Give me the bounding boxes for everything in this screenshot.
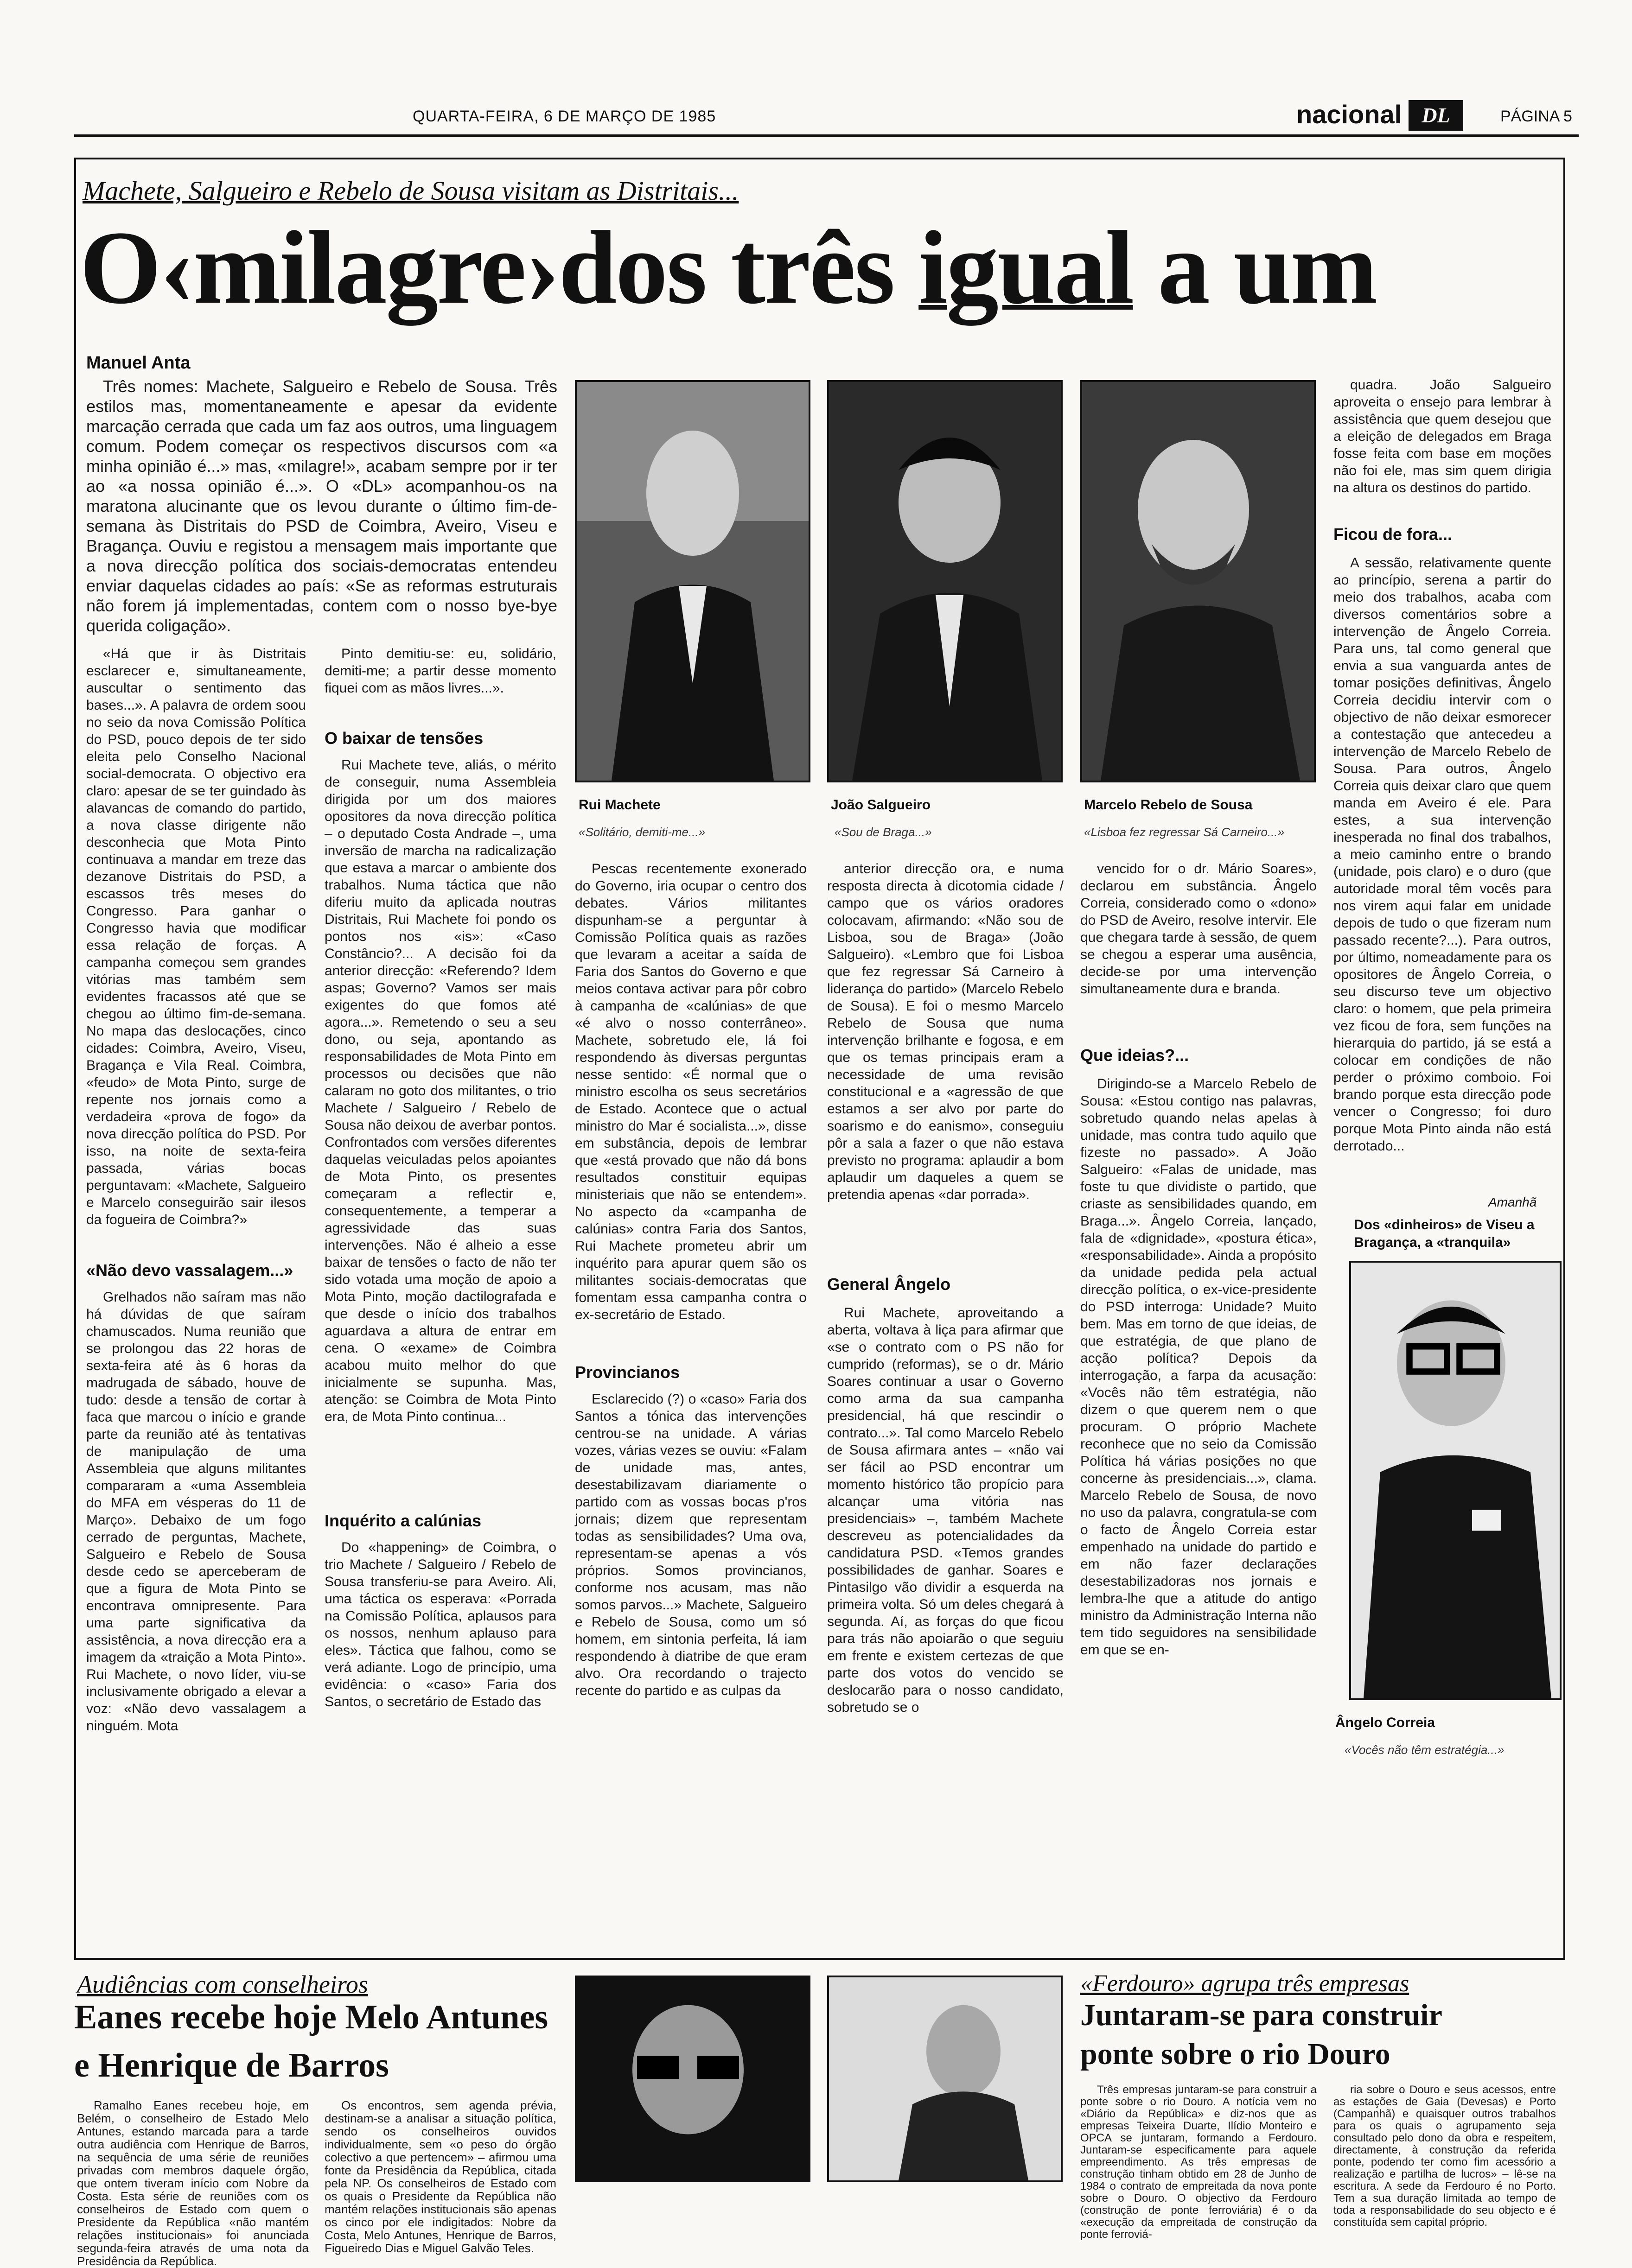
subhead-ficou-de-fora: Ficou de fora... [1333,525,1453,544]
headline-part-1: O [80,210,160,325]
col5b-text: Dirigindo-se a Marcelo Rebelo de Sousa: «Estou contigo nas palavras, sobretudo quando nelas apelas à unidade, mas contra tudo aquilo que fizeste no passado». A João Salgueiro: «Falas de unidade, mas foste tu que dividiste o partido, que criaste as sensibilidades quando, em Braga...». Ângelo Correia, lançado, fala de «dignidade», «postura ética», «responsabilidade». Ainda a propósito da unidade pedida pela actual direcção política, o ex-vice-presidente do PSD interroga: Unidade? Muito bem. Mas em torno de que ideias, de que estratégia, de que plano de acção política? Depois da interrogação, a farpa da acusação: «Vocês não têm estratégia, não dizem o que querem nem o que procuram. O próprio Machete reconhece que no seio da Comissão Política há várias posições no que concerne às presidenciais...», clama. Marcelo Rebelo de Sousa, de novo no uso da palavra, congratula-se com o facto de Ângelo Correia estar empenhado na unidade do partido e em não fazer declarações desestabilizadoras nos jornais e lembra-lhe que a atitude do antigo ministro da Administração Interna não tem tido seguidores na sensibilidade em que se en- [1080,1076,1317,1658]
portrait-marcelo-rebelo [1082,382,1314,781]
story2-col1-text: Ramalho Eanes recebeu hoje, em Belém, o conselheiro de Estado Melo Antunes, estando marcada para a tarde outra audiência com Henrique de Barros, na sequência de uma série de reuniões privadas com membros daquele órgão, que ontem tiveram início com Nobre da Costa. Esta série de reuniões com os conselheiros de Estado com quem o Presidente da República «não mantém relações institucionais» foi anunciada segunda-feira através de uma nota da Presidência da República. [77,2098,309,2268]
tomorrow-label: Amanhã [1488,1195,1537,1209]
main-kicker: Machete, Salgueiro e Rebelo de Sousa visitam as Distritais... [83,176,739,206]
photo-marcelo-rebelo [1080,380,1316,782]
story3-headline-line-2: ponte sobre o rio Douro [1080,2037,1390,2071]
lead-paragraph [86,376,557,635]
main-column-2b [325,756,556,1425]
story2-column-1 [77,2098,309,2268]
main-column-4b [827,1304,1064,1716]
subhead-que-ideias: Que ideias?... [1080,1046,1189,1065]
col4b-text: Rui Machete, aproveitando a aberta, voltava à liça para afirmar que «se o contrato com o PS não for cumprido (reformas), se o dr. Mário Soares continuar a usar o Governo como arma da sua campanha presidencial, há que rescindir o contrato...». Tal como Marcelo Rebelo de Sousa afirmara antes – «não vai ser fácil ao PSD encontrar um momento histórico tão propício para alcançar uma vitória nas presidenciais» –, também Machete descreveu as potencialidades da candidatura PSD. «Temos grandes possibilidades de ganhar. Soares e Pintasilgo vão dividir a esquerda na primeira volta. Só um deles chegará à segunda. Aí, as forças do que ficou para trás não apoiarão o que seguiu em frente e existem certezas de que parte dos votos do vencido se deslocarão para o nosso candidato, sobretudo se o [827,1305,1064,1715]
col4-text: anterior direcção ora, e numa resposta directa à dicotomia cidade / campo que os vários oradores colocavam, afirmando: «Não sou de Lisboa, sou de Braga» (João Salgueiro). «Lembro que foi Lisboa que fez regressar Sá Carneiro à liderança do partido» (Marcelo Rebelo de Sousa). E foi o mesmo Marcelo Rebelo de Sousa que numa intervenção brilhante e fogosa, e em que os temas principais eram a necessidade de uma revisão constitucional e a «agressão de que estamos a ser alvo por parte do soarismo e do eanismo», conseguiu pôr a sala a fazer o que não estava previsto no programa: aplaudir a bom aplaudir um daqueles a quem se pretendia apenas «dar porrada». [827,861,1064,1202]
col6b-text: A sessão, relativamente quente ao princípio, serena a partir do meio dos trabalhos, acaba com diversos comentários sobre a intervenção de Ângelo Correia. Para uns, tal como general que envia a sua vanguarda antes de tomar posições definitivas, Ângelo Correia decidiu intervir com o objectivo de não deixar esmorecer a contestação que antecedeu a intervenção de Marcelo Rebelo de Sousa. Para outros, Ângelo Correia quis deixar claro que quem manda em Aveiro é ele. Para estes, a sua intervenção inesperada no final dos trabalhos, a meio caminho entre o brando (unidade, pois claro) e o duro (que autoridade moral têm vocês para nos virem aqui falar em unidade depois de tudo o que fizeram num passado recente?...). Para outros, por último, nomeadamente para os opositores de Ângelo Correia, o seu discurso teve um objectivo claro: o homem, que pela primeira vez ficou de fora, sem funções na hierarquia do partido, já se está a colocar em condições de não perder o próximo comboio. Foi brando porque esta direcção pode vencer o Congresso; foi duro porque Mota Pinto ainda não está derrotado... [1333,555,1551,1154]
headline-part-2: milagre [193,210,525,325]
col1b-text: Grelhados não saíram mas não há dúvidas de que saíram chamuscados. Numa reunião que se prolongou das 22 horas de sexta-feira até às 6 horas da madrugada de sábado, houve de tudo: desde a tensão de cortar à faca que marcou o início e grande parte da reunião até às tentativas de manipulação de uma Assembleia que alguns militantes compararam a «uma Assembleia do MFA em vésperas do 11 de Março». Debaixo de um fogo cerrado de perguntas, Machete, Salgueiro e Rebelo de Sousa desde cedo se aperceberam de que a figura de Mota Pinto se encontrava omnipresente. Para uma parte significativa da assistência, a nova direcção era a imagem da «traição a Mota Pinto». Rui Machete, o novo líder, viu-se inclusivamente obrigado a elevar a voz: «Não devo vassalagem a ninguém. Mota [86,1290,306,1734]
main-headline [80,210,1376,325]
headline-part-3: dos três [558,210,919,325]
portrait-rui-machete [577,382,809,781]
caption-name-rui-machete: Rui Machete [579,797,661,813]
caption-quote-angelo-correia: «Vocês não têm estratégia...» [1345,1743,1504,1757]
subhead-baixar-tensoes: O baixar de tensões [325,729,484,748]
main-column-6 [1333,376,1551,496]
story2-headline-line-1: Eanes recebe hoje Melo Antunes [74,1998,548,2036]
main-column-3b [575,1391,807,1699]
story2-kicker: Audiências com conselheiros [77,1970,368,1998]
story3-col1-text: Três empresas juntaram-se para construir a ponte sobre o rio Douro. A notícia vem no «Diário da República» e diz-nos que as empresas Teixeira Duarte, Ilídio Monteiro e OPCA se juntaram, formando a Ferdouro. Juntaram-se especificamente para aquele empreendimento. As três empresas de construção tinham obtido em 28 de Junho de 1984 o contrato de empreitada da nova ponte sobre o Douro. O objectivo da Ferdouro (construção de ponte ferroviária) é o da «execução da empreitada de construção da ponte ferroviá- [1080,2084,1317,2241]
subhead-general-angelo: General Ângelo [827,1275,951,1294]
caption-name-joao-salgueiro: João Salgueiro [831,797,931,813]
main-column-1 [86,645,306,1228]
main-column-1b [86,1289,306,1734]
caption-quote-rui-machete: «Solitário, demiti-me...» [579,825,706,839]
col6-text: quadra. João Salgueiro aproveita o ensejo para lembrar à assistência que quem desejou que a eleição de delegados em Braga fosse feita com base em moções não foi ele, mas sim quem dirigia na altura os destinos do partido. [1333,377,1551,496]
headline-quote-open: ‹ [159,210,194,325]
col1-text: «Há que ir às Distritais esclarecer e, simultaneamente, auscultar o sentimento das bases...». A palavra de ordem soou no seio da nova Comissão Política do PSD, pouco depois de ter sido eleita pelo Conselho Nacional social-democrata. O objectivo era claro: apesar de se ter guindado às alavancas de comando do partido, a nova classe dirigente não desconhecia que Mota Pinto continuava a mandar em treze das dezanove Distritais do PSD, a escassos três meses do Congresso. Para ganhar o Congresso havia que modificar essa relação de forças. A campanha começou sem grandes vitórias mas também sem evidentes fracassos até que se chegou ao último fim-de-semana. No mapa das deslocações, cinco cidades: Coimbra, Aveiro, Viseu, Bragança e Vila Real. Coimbra, «feudo» de Mota Pinto, surge de repente nos jornais como a verdadeira «prova de fogo» da nova direcção política do PSD. Por isso, na noite de sexta-feira passada, várias bocas perguntavam: «Machete, Salgueiro e Marcelo conseguirão sair ilesos da fogueira de Coimbra?» [86,646,306,1227]
col3-text: Pescas recentemente exonerado do Governo, iria ocupar o centro dos debates. Vários militantes dispunham-se a perguntar à Comissão Política quais as razões que levaram a aceitar a saída de Faria dos Santos do Governo e que meios contava activar para pôr cobro à campanha de «calúnias» de que «é alvo o nosso conterrâneo». Machete, sobretudo ele, lá foi respondendo às diversas perguntas nesse sentido: «É normal que o ministro escolha os seus secretários de Estado. Acontece que o actual ministro do Mar é socialista...», disse em substância, depois de lembrar que «está provado que não dá bons resultados constituir equipas ministeriais que não se entendem». No aspecto da «campanha de calúnias» contra Faria dos Santos, Rui Machete prometeu abrir um inquérito para apurar quem são os militantes sociais-democratas que fomentam essa campanha contra o ex-secretário de Estado. [575,861,807,1322]
tomorrow-teaser: Dos «dinheiros» de Viseu a Bragança, a «tranquila» [1354,1217,1535,1250]
dl-logo [1409,100,1463,131]
caption-quote-marcelo-rebelo: «Lisboa fez regressar Sá Carneiro...» [1084,825,1285,839]
col5-text: vencido for o dr. Mário Soares», declarou em substância. Ângelo Correia, considerado como o «dono» do PSD de Aveiro, resolve intervir. Ele que chegara tarde à sessão, de quem se chegou a esperar uma ausência, decide-se por uma intervenção simultaneamente dura e branda. [1080,861,1317,997]
col3b-text: Esclarecido (?) o «caso» Faria dos Santos a tónica das intervenções centrou-se na unidade. A várias vozes, várias vezes se ouviu: «Falam de unidade mas, antes, desestabilizavam diariamente o partido com as vossas bocas p'ros jornais; dizem que representam todas as sensibilidades? Uma ova, representam-se apenas a vós próprios. Somos provincianos, conforme nos acusam, mas não somos parvos...» Machete, Salgueiro e Rebelo de Sousa, como um só homem, em sintonia perfeita, lá iam respondendo à diatribe de que eram alvo. Ora recordando o trajecto recente do partido e as culpas da [575,1391,807,1698]
main-column-5 [1080,860,1317,997]
lead-text: Três nomes: Machete, Salgueiro e Rebelo de Sousa. Três estilos mas, momentaneamente e apesar da evidente marcação cerrada que cada um faz aos outros, uma linguagem comum. Podem começar os respectivos discursos com «a minha opinião é...» mas, «milagre!», acabam sempre por ir ter ao «a nossa opinião é...». O «DL» acompanhou-os na maratona alucinante que os levou durante o último fim-de-semana às Distritais do PSD de Coimbra, Aveiro, Viseu e Bragança. Ouviu e registou a mensagem mais importante que a nova direcção política dos sociais-democratas entendeu enviar daquelas cidades ao país: «Se as reformas estruturais não forem já implementadas, contem com o nosso bye-bye querida coligação». [86,377,557,635]
photo-melo-antunes [575,1976,810,2182]
story3-column-1 [1080,2084,1317,2241]
masthead-rule [74,134,1579,137]
story2-column-2 [325,2098,556,2255]
page-number: PÁGINA 5 [1500,108,1572,125]
story3-column-2 [1333,2084,1556,2229]
col2c-text: Do «happening» de Coimbra, o trio Machete / Salgueiro / Rebelo de Sousa transferiu-se para Aveiro. Ali, uma táctica os esperava: «Porrada na Comissão Política, aplausos para os nossos, nenhum aplauso para eles». Táctica que falhou, como se verá adiante. Logo de princípio, uma evidência: o «caso» Faria dos Santos, o secretário de Estado das [325,1540,556,1709]
main-column-6b [1333,554,1551,1155]
col2b-text: Rui Machete teve, aliás, o mérito de conseguir, numa Assembleia dirigida por um dos maiores opositores da nova direcção política – o deputado Costa Andrade –, uma inversão de marcha na radicalização que estava a marcar o ambiente dos trabalhos. Numa táctica que não diferiu muito da aplicada noutras Distritais, Rui Machete foi pondo os pontos nos «is»: «Caso Constâncio?... A decisão foi da anterior direcção: «Referendo? Idem aspas; Governo? Vamos ser mais exigentes do que fomos até agora...». Remetendo o seu a seu dono, ou seja, apontando as responsabilidades de Mota Pinto em processos ou decisões que não calaram no goto dos militantes, o trio Machete / Salgueiro / Rebelo de Sousa não deixou de averbar pontos. Confrontados com versões diferentes daquelas veiculadas pelos apoiantes de Mota Pinto, os presentes começaram a reflectir e, consequentemente, a temperar a agressividade das suas intervenções. Não é alheio a esse baixar de tensões o facto de não ter sido votada uma moção de apoio a Mota Pinto, moção dactilografada e que desde o início dos trabalhos aguardava a altura de entrar em cena. O «exame» de Coimbra acabou muito melhor do que inicialmente se supunha. Mas, atenção: se Coimbra de Mota Pinto era, de Mota Pinto continua... [325,757,556,1424]
portrait-melo-antunes [577,1977,809,2180]
portrait-angelo-correia [1351,1263,1560,1698]
main-column-2 [325,645,556,697]
main-column-3 [575,860,807,1323]
section-label: nacional [1296,100,1402,129]
headline-quote-close: › [525,210,559,325]
story2-col2-text: Os encontros, sem agenda prévia, destinam-se a analisar a situação política, sendo os conselheiros ouvidos individualmente, sem «o peso do órgão colectivo a que pertencem» – afirmou uma fonte da Presidência da República, citada pela NP. Os conselheiros de Estado com os quais o Presidente da República não mantém relações institucionais são apenas os cinco por ele indigitados: Nobre da Costa, Melo Antunes, Henrique de Barros, Figueiredo Dias e Miguel Galvão Teles. [325,2098,556,2255]
subhead-vassalagem: «Não devo vassalagem...» [86,1261,293,1280]
story2-headline-line-2: e Henrique de Barros [74,2046,389,2084]
headline-part-5: a um [1133,210,1377,325]
subhead-inquerito: Inquérito a calúnias [325,1511,482,1530]
caption-quote-joao-salgueiro: «Sou de Braga...» [835,825,932,839]
photo-joao-salgueiro [827,380,1063,782]
story3-headline-line-1: Juntaram-se para construir [1080,1998,1442,2032]
story3-col2-text: ria sobre o Douro e seus acessos, entre as estações de Gaia (Devesas) e Porto (Campanhã) e quaisquer outros trabalhos para os quais o agrupamento seja consultado pelo dono da obra e respeitem, directamente, à construção da referida ponte, podendo ter como fim acessório a realização e partilha de lucros» – lê-se na escritura. A sede da Ferdouro é no Porto. Tem a sua duração limitada ao tempo de toda a responsabilidade do seu objecto e é constituída sem capital próprio. [1333,2084,1556,2229]
portrait-joao-salgueiro [829,382,1061,781]
photo-rui-machete [575,380,810,782]
main-column-5b [1080,1075,1317,1658]
caption-name-angelo-correia: Ângelo Correia [1335,1715,1435,1730]
photo-angelo-correia [1349,1261,1562,1700]
subhead-provincianos: Provincianos [575,1363,680,1382]
dl-logo-text: DL [1422,103,1450,127]
byline: Manuel Anta [86,353,191,373]
main-column-4 [827,860,1064,1203]
story3-kicker: «Ferdouro» agrupa três empresas [1080,1970,1409,1997]
main-column-2c [325,1539,556,1710]
headline-part-4: igual [918,210,1133,325]
col2-text: Pinto demitiu-se: eu, solidário, demiti-me; a partir desse momento fiquei com as mãos livres...». [325,646,556,696]
caption-name-marcelo-rebelo: Marcelo Rebelo de Sousa [1084,797,1253,813]
portrait-henrique-barros [829,1977,1061,2180]
masthead-date: QUARTA-FEIRA, 6 DE MARÇO DE 1985 [413,108,716,125]
photo-henrique-barros [827,1976,1063,2182]
